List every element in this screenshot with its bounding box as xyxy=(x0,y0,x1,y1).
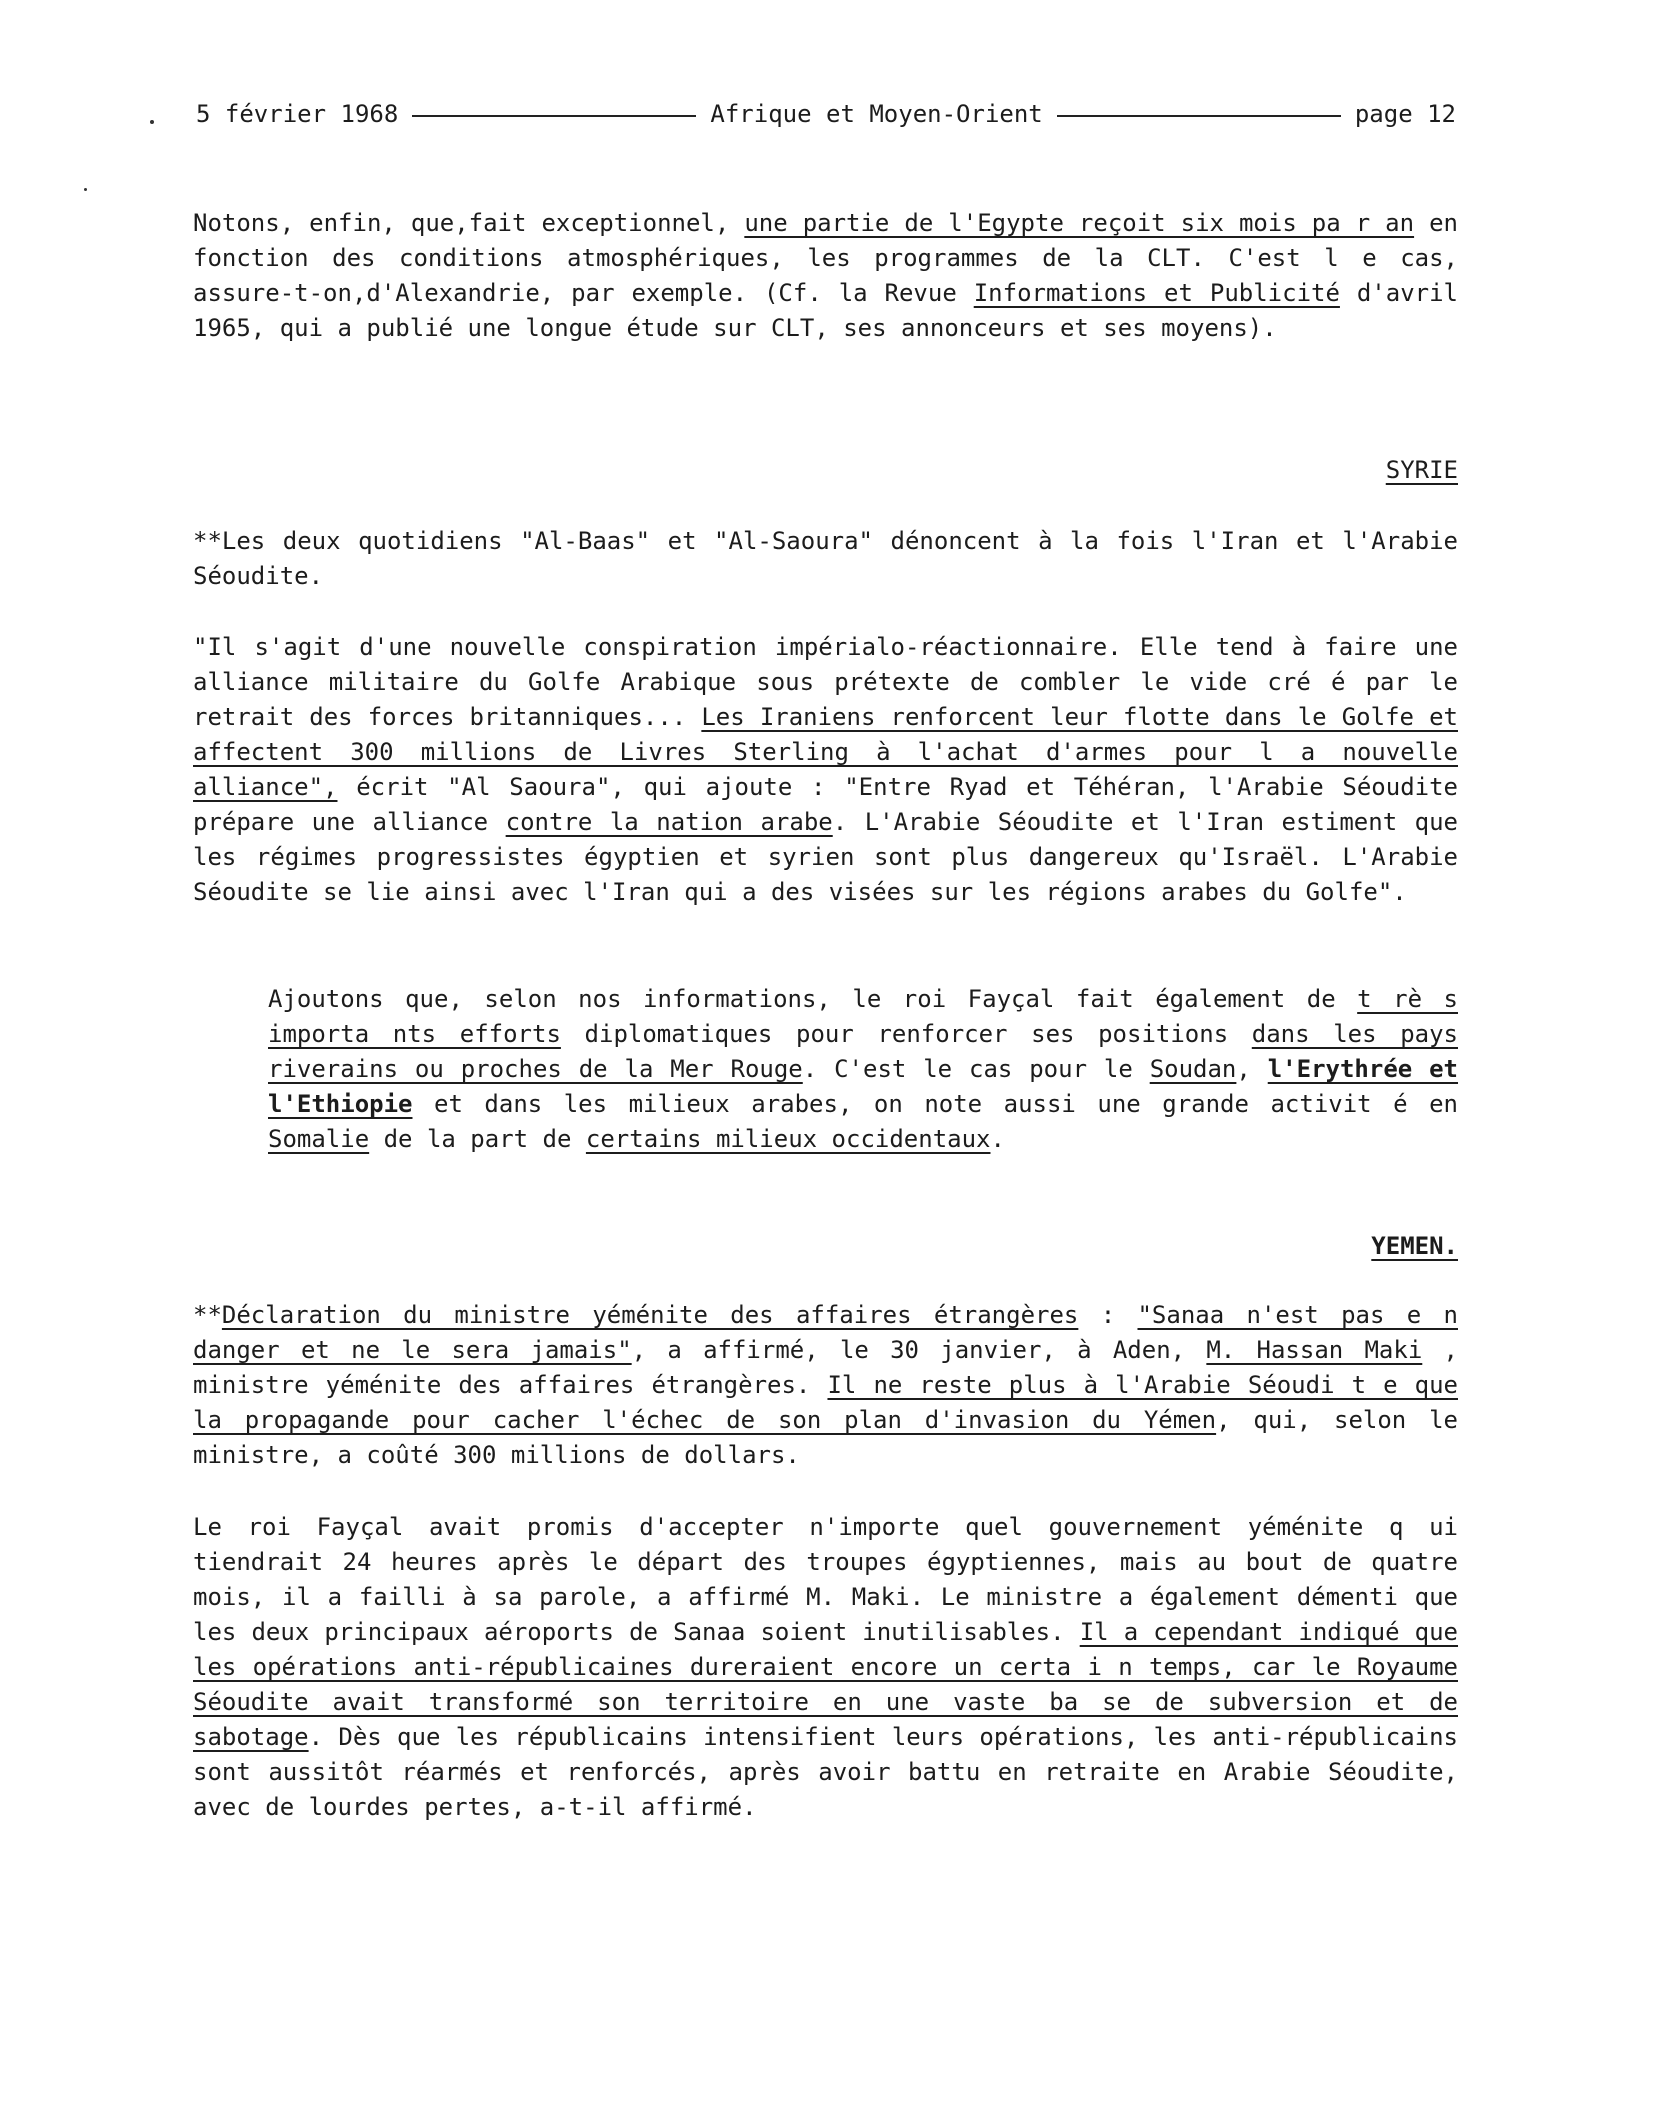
text-run: . Dès que les républicains intensifient leurs opérations, les anti-républicains sont aussitôt réarmés et renforcés, après avoir battu en retraite en Arabie Séoudite, avec de lourdes pertes, a-t-il affirmé. xyxy=(193,1723,1458,1821)
text-run: , qui, selon le ministre, a coûté 300 millions de dollars. xyxy=(193,1406,1458,1469)
header-page-number: page 12 xyxy=(1354,100,1457,128)
section-heading-yemen: YEMEN. xyxy=(1371,1232,1458,1260)
underlined-text: M. Hassan Maki xyxy=(1206,1336,1423,1364)
text-run: "Il s'agit d'une nouvelle conspiration impérialo-réactionnaire. Elle tend à faire une alliance militaire du Golfe Arabique sous prétexte de combler le vide cré é par le retrait des forces britanniques... xyxy=(193,633,1458,731)
underlined-text: "Sanaa n'est pas e n danger et ne le sera jamais" xyxy=(193,1301,1458,1364)
text-run: ** xyxy=(193,1301,222,1329)
underlined-text: Informations et Publicité xyxy=(973,279,1340,307)
text-run: , a affirmé, le 30 janvier, à Aden, xyxy=(631,1336,1207,1364)
text-run: Ajoutons que, selon nos informations, le roi Fayçal fait également de xyxy=(268,985,1358,1013)
underlined-text: Les Iraniens renforcent leur flotte dans le Golfe et affectent 300 millions de Livres Sterling à l'achat d'armes pour l a nouvelle alliance", xyxy=(193,703,1458,801)
text-run: écrit "Al Saoura", qui ajoute : "Entre Ryad et Téhéran, l'Arabie Séoudite prépare une alliance xyxy=(193,773,1458,836)
syrie-quote-paragraph xyxy=(193,630,1458,910)
scan-speck xyxy=(84,188,87,191)
underlined-text: Soudan xyxy=(1149,1055,1237,1083)
text-run: d'avril 1965, qui a publié une longue étude sur CLT, ses annonceurs et ses moyens). xyxy=(193,279,1458,342)
egypt-clt-paragraph xyxy=(193,206,1458,346)
underlined-text: contre la nation arabe xyxy=(505,808,833,836)
underlined-bold-text: l'Erythrée et l'Ethiopie xyxy=(268,1055,1459,1118)
page-header xyxy=(196,96,1456,132)
header-section: Afrique et Moyen-Orient xyxy=(710,100,1043,128)
text-run: diplomatiques pour renforcer ses positions xyxy=(560,1020,1252,1048)
section-heading-syrie: SYRIE xyxy=(1385,456,1458,484)
scan-speck xyxy=(150,120,154,124)
text-run: en fonction des conditions atmosphériques, les programmes de la CLT. C'est l e cas, assure-t-on,d'Alexandrie, par exemple. (Cf. la Revue xyxy=(193,209,1458,307)
underlined-text: Il ne reste plus à l'Arabie Séoudi t e que la propagande pour cacher l'échec de son plan d'invasion du Yémen xyxy=(193,1371,1458,1434)
yemen-declaration-paragraph xyxy=(193,1298,1458,1473)
header-rule xyxy=(1057,115,1341,117)
text-run: et dans les milieux arabes, on note aussi une grande activit é en xyxy=(412,1090,1458,1118)
text-run: de la part de xyxy=(369,1125,586,1153)
underlined-text: dans les pays riverains ou proches de la Mer Rouge xyxy=(268,1020,1458,1083)
underlined-text: Somalie xyxy=(268,1125,370,1153)
syrie-intro: **Les deux quotidiens "Al-Baas" et "Al-Saoura" dénoncent à la fois l'Iran et l'Arabie Séoudite. xyxy=(193,527,1458,590)
underlined-text: Il a cependant indiqué que les opérations anti-républicaines dureraient encore un certa i n temps, car le Royaume Séoudite avait transformé son territoire en une vaste ba se de subversion et de sabotage xyxy=(193,1618,1459,1751)
text-run: : xyxy=(1078,1301,1138,1329)
underlined-text: t rè s importa nts efforts xyxy=(268,985,1458,1048)
text-run: Notons, enfin, que,fait exceptionnel, xyxy=(193,209,745,237)
underlined-text: Déclaration du ministre yéménite des affaires étrangères xyxy=(221,1301,1079,1329)
text-run: , xyxy=(1236,1055,1268,1083)
text-run: . L'Arabie Séoudite et l'Iran estiment que les régimes progressistes égyptien et syrien sont plus dangereux qu'Israël. L'Arabie Séoudite se lie ainsi avec l'Iran qui a des visées sur les régions arabes du Golfe". xyxy=(193,808,1458,906)
underlined-text: certains milieux occidentaux xyxy=(585,1125,991,1153)
header-rule xyxy=(412,115,696,117)
header-date: 5 février 1968 xyxy=(196,100,399,128)
text-run: . C'est le cas pour le xyxy=(802,1055,1150,1083)
text-run: . xyxy=(990,1125,1005,1153)
text-run: , ministre yéménite des affaires étrangères. xyxy=(193,1336,1458,1399)
underlined-text: une partie de l'Egypte reçoit six mois pa r an xyxy=(744,209,1415,237)
text-run: Le roi Fayçal avait promis d'accepter n'importe quel gouvernement yéménite q ui tiendrait 24 heures après le départ des troupes égyptiennes, mais au bout de quatre mois, il a failli à sa parole, a affirmé M. Maki. Le ministre a également démenti que les deux principaux aéroports de Sanaa soient inutilisables. xyxy=(193,1513,1458,1646)
syrie-addendum-paragraph xyxy=(268,982,1458,1157)
yemen-faycal-paragraph xyxy=(193,1510,1458,1825)
